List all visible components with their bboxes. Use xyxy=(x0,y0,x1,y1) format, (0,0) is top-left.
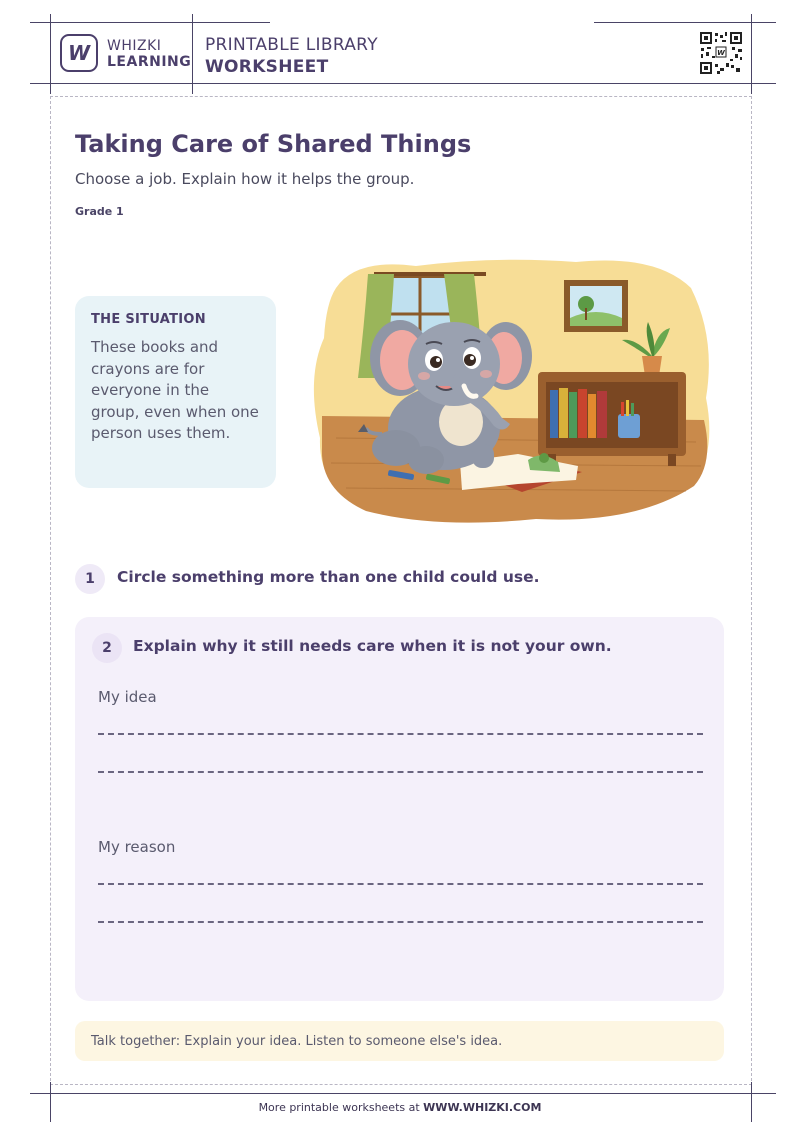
situation-text: These books and crayons are for everyone in the group, even when one person uses them. xyxy=(91,338,259,442)
header-type: WORKSHEET xyxy=(205,57,329,77)
worksheet-subtitle: Choose a job. Explain how it helps the group. xyxy=(75,170,415,188)
worksheet-title: Taking Care of Shared Things xyxy=(75,130,472,158)
frame-left-rule xyxy=(50,14,51,94)
elephant-reading-illustration xyxy=(296,248,720,530)
header-divider xyxy=(192,14,193,94)
qr-code-icon xyxy=(698,30,744,76)
answer-label-idea: My idea xyxy=(98,688,157,706)
page-dashed-bottom xyxy=(50,1084,752,1085)
situation-label: THE SITUATION xyxy=(91,312,206,327)
footer-site-link[interactable]: WWW.WHIZKI.COM xyxy=(423,1101,542,1114)
reason-writing-line-2[interactable] xyxy=(98,921,703,923)
brand-name: WHIZKI xyxy=(107,38,162,54)
question-2-card xyxy=(75,617,724,1001)
question-1-text: Circle something more than one child could use. xyxy=(117,568,540,586)
footer xyxy=(0,1101,800,1114)
header-divider-right xyxy=(751,14,752,94)
footer-top-rule xyxy=(30,1093,776,1094)
talk-together-text: Talk together: Explain your idea. Listen to someone else's idea. xyxy=(91,1033,503,1049)
brand-subname: LEARNING xyxy=(107,54,192,70)
grade-label: Grade 1 xyxy=(75,205,124,218)
whizki-logo: W xyxy=(60,34,98,72)
header-top-rule-right xyxy=(594,22,776,23)
footer-prefix: More printable worksheets at xyxy=(258,1101,424,1114)
question-1-number: 1 xyxy=(75,564,105,594)
svg-text:W: W xyxy=(717,49,725,57)
reason-writing-line-1[interactable] xyxy=(98,883,703,885)
idea-writing-line-2[interactable] xyxy=(98,771,703,773)
question-2-number: 2 xyxy=(92,633,122,663)
situation-card xyxy=(75,296,276,488)
header-bottom-rule xyxy=(30,83,776,84)
idea-writing-line-1[interactable] xyxy=(98,733,703,735)
header-top-rule xyxy=(30,22,270,23)
answer-label-reason: My reason xyxy=(98,838,176,856)
question-2-text: Explain why it still needs care when it is not your own. xyxy=(133,637,612,655)
header-category: PRINTABLE LIBRARY xyxy=(205,35,378,55)
talk-together-prompt xyxy=(75,1021,724,1061)
